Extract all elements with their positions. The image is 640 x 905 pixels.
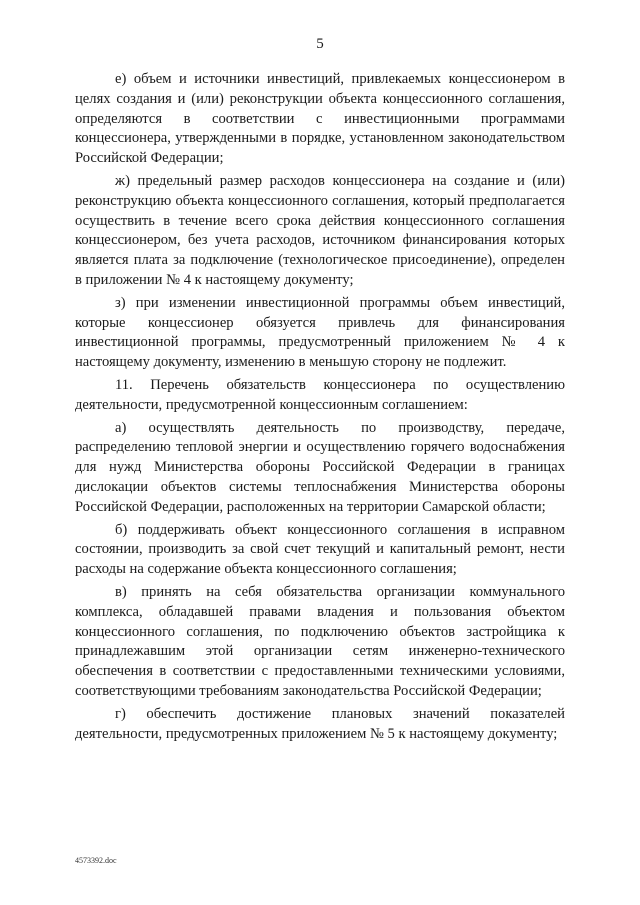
- paragraph-v: в) принять на себя обязательства организации коммунального комплекса, обладавшей правами владения и пользования объектом концессионного соглашения, по подключению объектов застройщика к принадлежавшим этой организации сетям инженерно-технического обеспечения в соответствии с предоставленными техническими условиями, соответствующими требованиям законодательства Российской Федерации;: [75, 583, 565, 699]
- paragraph-z: з) при изменении инвестиционной программы объем инвестиций, которые концессионер обязуется привлечь для финансирования инвестиционной программы, предусмотренный приложением № 4 к настоящему документу, изменению в меньшую сторону не подлежит.: [75, 294, 565, 371]
- section-11-heading: 11. Перечень обязательств концессионера по осуществлению деятельности, предусмотренной концессионным соглашением:: [75, 376, 565, 413]
- paragraph-a: а) осуществлять деятельность по производству, передаче, распределению тепловой энергии и осуществлению горячего водоснабжения для нужд Министерства обороны Российской Федерации в границах дислокации объектов системы теплоснабжения Министерства обороны Российской Федерации, расположенных на территории Самарской области;: [75, 419, 565, 515]
- paragraph-g: г) обеспечить достижение плановых значений показателей деятельности, предусмотренных приложением № 5 к настоящему документу;: [75, 705, 565, 742]
- paragraph-e: е) объем и источники инвестиций, привлекаемых концессионером в целях создания и (или) реконструкции объекта концессионного соглашения, определяются в соответствии с инвестиционными программами концессионера, утвержденными в порядке, установленном законодательством Российской Федерации;: [75, 71, 565, 167]
- page-number: 5: [316, 36, 324, 52]
- paragraph-zh: ж) предельный размер расходов концессионера на создание и (или) реконструкцию объекта концессионного соглашения, который предполагается осуществить в течение всего срока действия концессионного соглашения концессионером, без учета расходов, источником финансирования которых является плата за подключение (технологическое присоединение), определен в приложении № 4 к настоящему документу;: [75, 172, 565, 288]
- paragraph-b: б) поддерживать объект концессионного соглашения в исправном состоянии, производить за свой счет текущий и капитальный ремонт, нести расходы на содержание объекта концессионного соглашения;: [75, 521, 565, 578]
- footer-filename: 4573392.doc: [75, 856, 117, 865]
- document-body: [75, 70, 565, 747]
